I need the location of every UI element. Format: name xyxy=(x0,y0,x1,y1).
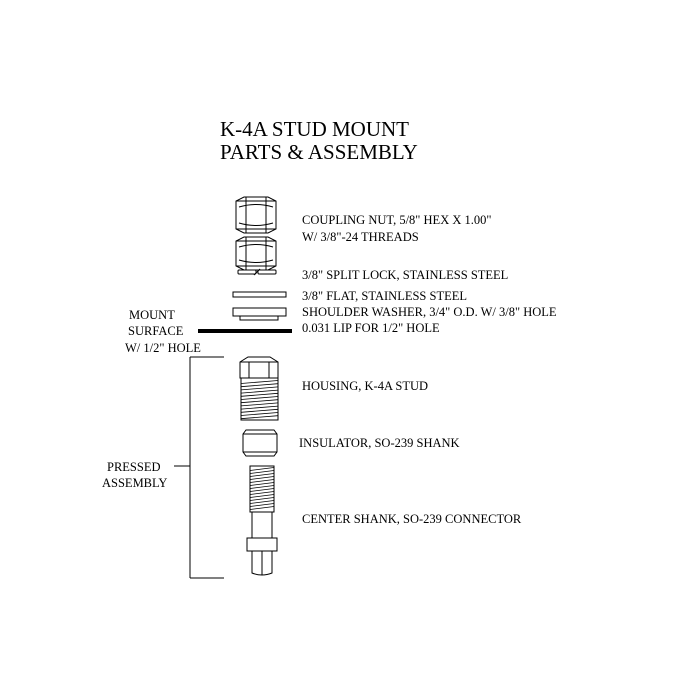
pressed-assembly-label-line1: PRESSED xyxy=(107,460,161,474)
center-shank-label: CENTER SHANK, SO-239 CONNECTOR xyxy=(302,512,522,526)
flat-washer-label: 3/8" FLAT, STAINLESS STEEL xyxy=(302,289,467,303)
mount-surface-label-line2: SURFACE xyxy=(128,324,184,338)
diagram-title-line1: K-4A STUD MOUNT xyxy=(220,117,409,141)
mount-surface-label-line3: W/ 1/2" HOLE xyxy=(125,341,201,355)
flat-washer-drawing xyxy=(233,292,286,297)
shoulder-washer-label-line1: SHOULDER WASHER, 3/4" O.D. W/ 3/8" HOLE xyxy=(302,305,557,319)
coupling-nut-label-line2: W/ 3/8"-24 THREADS xyxy=(302,230,419,244)
housing-label: HOUSING, K-4A STUD xyxy=(302,379,429,393)
diagram-title-line2: PARTS & ASSEMBLY xyxy=(220,140,418,164)
shoulder-washer-label-line2: 0.031 LIP FOR 1/2" HOLE xyxy=(302,321,440,335)
insulator-label: INSULATOR, SO-239 SHANK xyxy=(299,436,460,450)
housing-drawing xyxy=(240,357,278,420)
pressed-assembly-label-line2: ASSEMBLY xyxy=(102,476,168,490)
coupling-nut-label-line1: COUPLING NUT, 5/8" HEX X 1.00" xyxy=(302,213,492,227)
coupling-nut-drawing xyxy=(236,197,276,270)
pressed-assembly-bracket xyxy=(174,357,224,578)
insulator-drawing xyxy=(243,430,277,456)
split-lock-label: 3/8" SPLIT LOCK, STAINLESS STEEL xyxy=(302,268,509,282)
center-shank-drawing xyxy=(247,466,277,575)
shoulder-washer-drawing xyxy=(233,308,286,320)
mount-surface-label-line1: MOUNT xyxy=(129,308,175,322)
